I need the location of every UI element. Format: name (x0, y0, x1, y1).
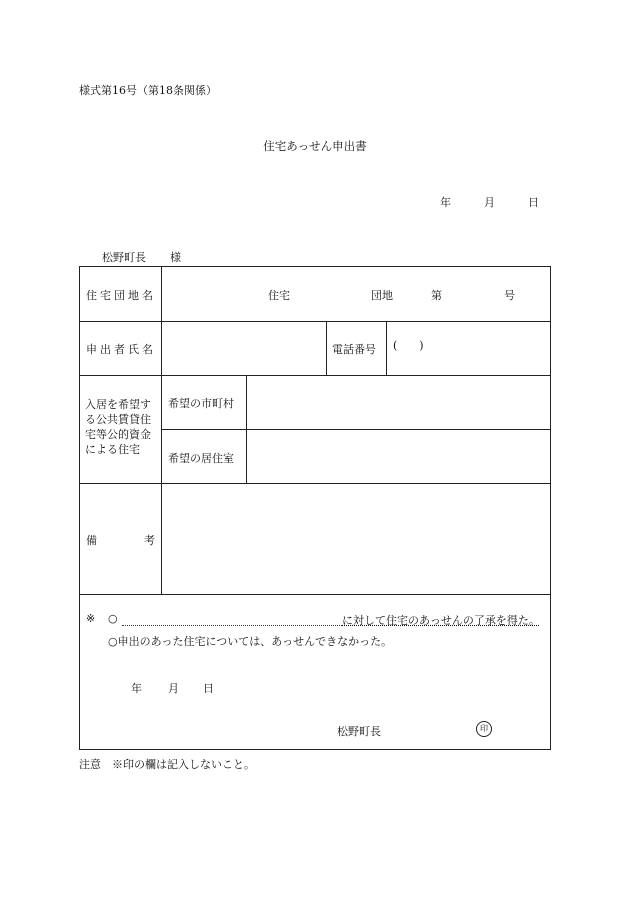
applicant-name-label: 申出者氏名 (86, 343, 156, 356)
housing-suffix-number: 号 (504, 289, 515, 302)
desired-housing-label-line: 入居を希望す (85, 398, 151, 411)
row-divider (161, 429, 550, 430)
footer-note: 注意 ※印の欄は記入しないこと。 (79, 758, 255, 771)
approval-statement: に対して住宅のあっせんの了承を得た。 (342, 614, 540, 627)
row-divider (80, 594, 550, 595)
housing-suffix-complex: 団地 (371, 289, 393, 302)
seal-mark-icon: 印 (476, 721, 492, 737)
desired-municipality-field[interactable] (253, 385, 543, 423)
document-title: 住宅あっせん申出書 (263, 139, 367, 153)
desired-housing-label-line: る公共賃貸住 (85, 413, 151, 426)
office-date-month: 月 (168, 682, 179, 695)
addressee-honorific: 様 (170, 251, 181, 264)
row-divider (80, 321, 550, 322)
desired-municipality-label: 希望の市町村 (168, 397, 234, 410)
remarks-label-second: 考 (144, 534, 155, 547)
remarks-label-first: 備 (86, 534, 97, 547)
date-month: 月 (484, 196, 495, 209)
office-use-mark: ※ (86, 612, 96, 625)
remarks-field[interactable] (170, 493, 540, 587)
desired-housing-label-line: 宅等公的資金 (85, 428, 151, 441)
office-date-day: 日 (203, 682, 214, 695)
phone-label: 電話番号 (332, 343, 376, 356)
column-divider (246, 375, 247, 483)
row-divider (80, 375, 550, 376)
office-date-year: 年 (131, 682, 142, 695)
desired-housing-label (85, 397, 161, 457)
housing-suffix-no: 第 (431, 289, 442, 302)
addressee-name: 松野町長 (102, 251, 146, 264)
desired-housing-label-line: による住宅 (85, 443, 140, 456)
signer-title: 松野町長 (337, 725, 381, 738)
application-form-table (79, 266, 551, 750)
form-number: 様式第16号（第18条関係） (79, 84, 217, 97)
row-divider (80, 483, 550, 484)
housing-complex-label: 住宅団地名 (86, 289, 156, 302)
housing-suffix-residence: 住宅 (268, 289, 290, 302)
date-year: 年 (440, 196, 451, 209)
approval-circle: ○ (108, 612, 118, 625)
desired-room-field[interactable] (253, 439, 543, 477)
phone-area-code[interactable]: ( ) (393, 339, 424, 352)
date-day: 日 (528, 196, 539, 209)
column-divider (386, 321, 387, 375)
addressee (102, 249, 181, 265)
submission-date (440, 194, 539, 210)
applicant-name-field[interactable] (173, 331, 323, 371)
rejection-statement: ○申出のあった住宅については、あっせんできなかった。 (108, 635, 393, 648)
approval-blank-line (122, 625, 342, 626)
column-divider (326, 321, 327, 375)
column-divider (161, 267, 162, 594)
desired-room-label: 希望の居住室 (168, 452, 234, 465)
